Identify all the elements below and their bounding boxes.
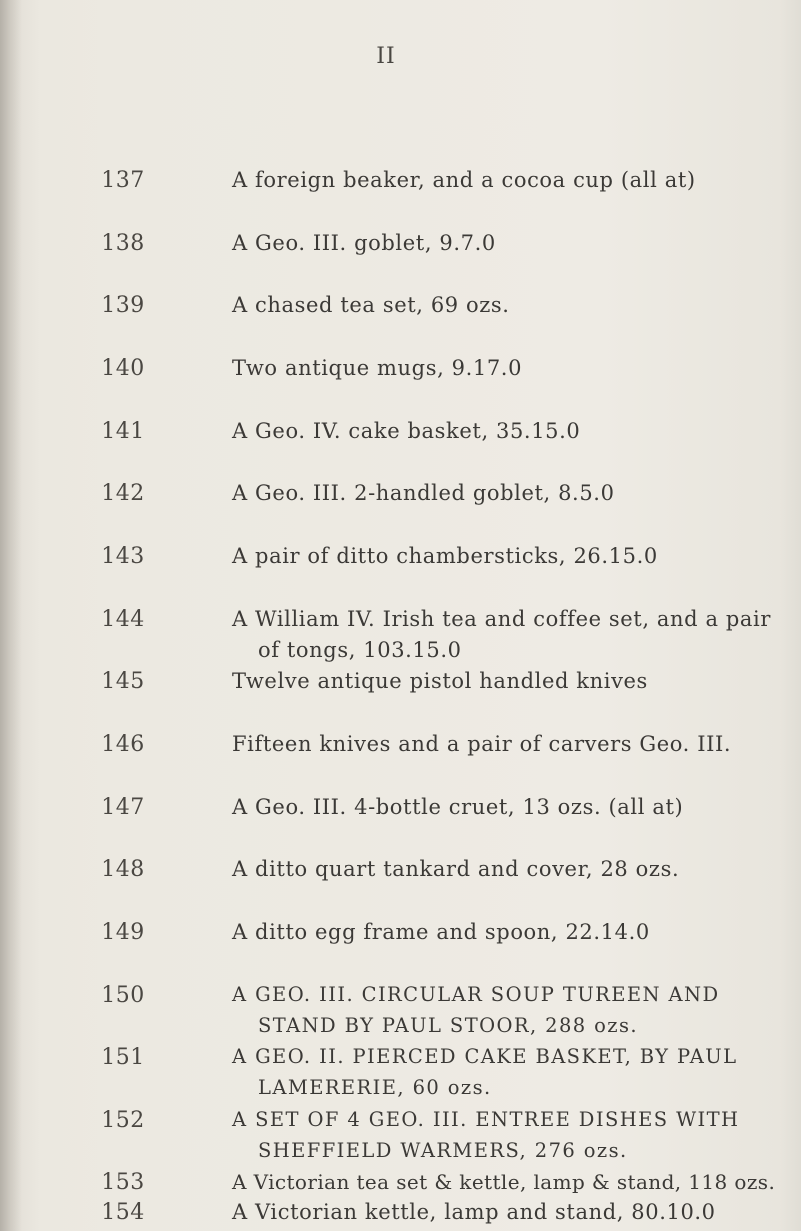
lot-description-138: A Geo. III. goblet, 9.7.0 [232,231,496,255]
lot-number-148: 148 [101,857,145,882]
lot-number-142: 142 [101,481,145,506]
lot-description-142: A Geo. III. 2-handled goblet, 8.5.0 [232,481,615,505]
lot-description-145: Twelve antique pistol handled knives [232,669,648,693]
lot-description-137: A foreign beaker, and a cocoa cup (all at) [232,168,696,192]
lot-description-151-continued: LAMERERIE, 60 ozs. [258,1076,492,1099]
lot-number-150: 150 [101,983,145,1008]
lot-description-148: A ditto quart tankard and cover, 28 ozs. [232,857,680,881]
lot-description-144: A William IV. Irish tea and coffee set, and a pair [232,607,771,631]
lot-description-147: A Geo. III. 4-bottle cruet, 13 ozs. (all at) [232,795,684,819]
lot-number-146: 146 [101,732,145,757]
lot-number-154: 154 [101,1200,145,1225]
lot-description-152: A SET OF 4 GEO. III. ENTREE DISHES WITH [232,1108,740,1131]
lot-number-141: 141 [101,419,145,444]
lot-number-144: 144 [101,607,145,632]
lot-description-151: A GEO. II. PIERCED CAKE BASKET, BY PAUL [232,1045,738,1068]
lot-description-139: A chased tea set, 69 ozs. [232,293,510,317]
lot-number-149: 149 [101,920,145,945]
lot-number-138: 138 [101,231,145,256]
lot-number-151: 151 [101,1045,145,1070]
lot-number-147: 147 [101,795,145,820]
lot-description-150: A GEO. III. CIRCULAR SOUP TUREEN AND [232,983,720,1006]
lot-description-153: A Victorian tea set & kettle, lamp & stand, 118 ozs. [232,1170,776,1194]
lot-number-143: 143 [101,544,145,569]
lot-description-150-continued: STAND BY PAUL STOOR, 288 ozs. [258,1014,638,1037]
lot-number-140: 140 [101,356,145,381]
lot-number-153: 153 [101,1170,145,1195]
lot-number-139: 139 [101,293,145,318]
lot-description-146: Fifteen knives and a pair of carvers Geo. III. [232,732,732,756]
lot-description-149: A ditto egg frame and spoon, 22.14.0 [232,920,650,944]
lot-description-143: A pair of ditto chambersticks, 26.15.0 [232,544,658,568]
lot-number-152: 152 [101,1108,145,1133]
lot-number-145: 145 [101,669,145,694]
lot-description-152-continued: SHEFFIELD WARMERS, 276 ozs. [258,1139,628,1162]
lot-description-144-continued: of tongs, 103.15.0 [258,638,462,662]
page-spine-shadow [0,0,22,1231]
page-number: II [376,44,396,69]
lot-description-140: Two antique mugs, 9.17.0 [232,356,523,380]
lot-description-154: A Victorian kettle, lamp and stand, 80.10.0 [232,1200,716,1224]
lot-description-141: A Geo. IV. cake basket, 35.15.0 [232,419,581,443]
lot-number-137: 137 [101,168,145,193]
